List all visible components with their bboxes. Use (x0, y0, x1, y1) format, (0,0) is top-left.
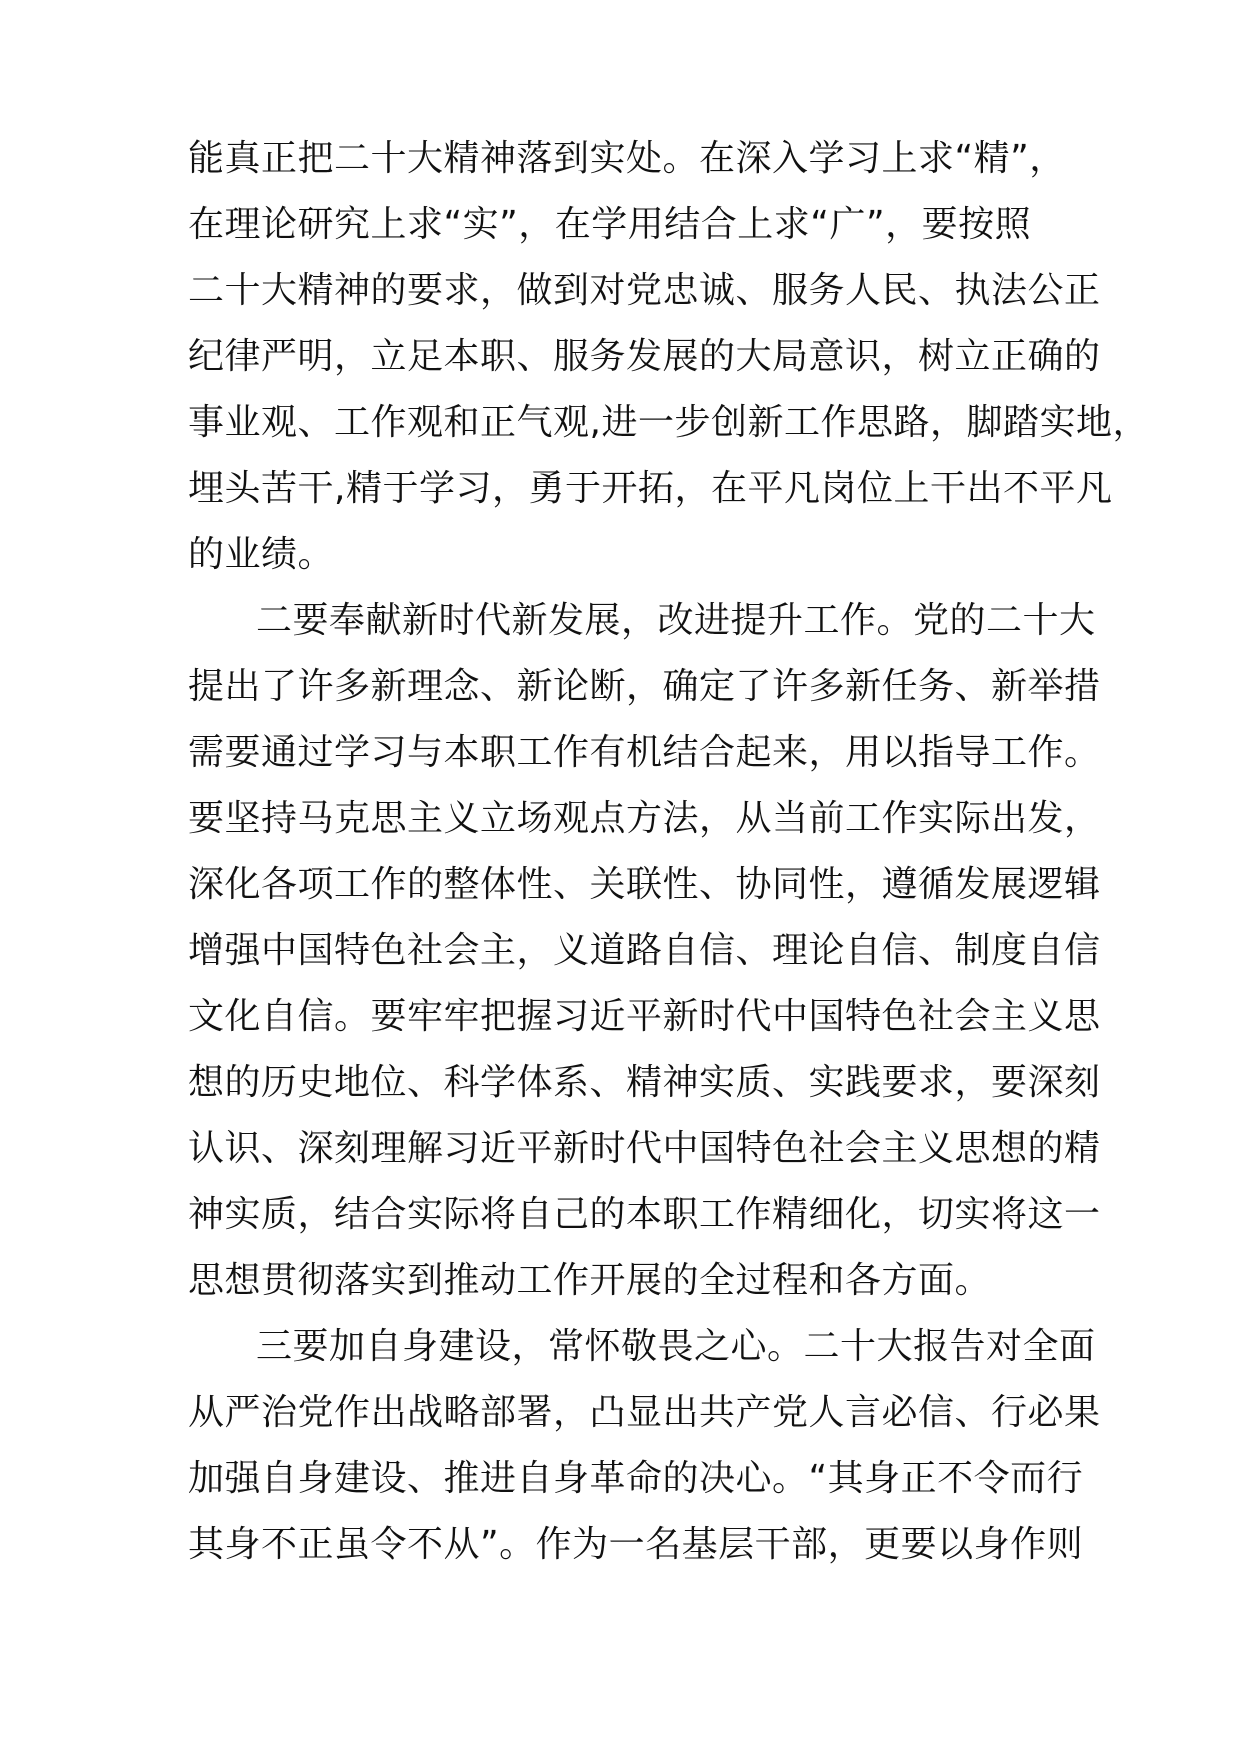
text-line: 神实质，结合实际将自己的本职工作精细化，切实将这一 (188, 1194, 1101, 1235)
body-text (188, 126, 1149, 1578)
text-line: 深化各项工作的整体性、关联性、协同性，遵循发展逻辑 (188, 864, 1101, 905)
text-line: 思想贯彻落实到推动工作开展的全过程和各方面。 (188, 1260, 992, 1301)
text-line: 要坚持马克思主义立场观点方法，从当前工作实际出发， (188, 798, 1101, 839)
text-line: 纪律严明，立足本职、服务发展的大局意识，树立正确的 (188, 336, 1101, 377)
text-line: 提出了许多新理念、新论断，确定了许多新任务、新举措 (188, 666, 1101, 707)
text-line: 事业观、工作观和正气观,进一步创新工作思路，脚踏实地， (188, 402, 1149, 443)
text-line: 需要通过学习与本职工作有机结合起来，用以指导工作。 (188, 732, 1101, 773)
text-line: 从严治党作出战略部署，凸显出共产党人言必信、行必果 (188, 1392, 1101, 1433)
text-line: 增强中国特色社会主，义道路自信、理论自信、制度自信 (188, 930, 1101, 971)
text-line: 在理论研究上求“实”，在学用结合上求“广”，要按照 (188, 204, 1032, 245)
paragraph-2-start: 二要奉献新时代新发展，改进提升工作。党的二十大 (256, 600, 1096, 641)
paragraph-3-start: 三要加自身建设，常怀敬畏之心。二十大报告对全面 (256, 1326, 1096, 1367)
text-line: 想的历史地位、科学体系、精神实质、实践要求，要深刻 (188, 1062, 1101, 1103)
text-line: 认识、深刻理解习近平新时代中国特色社会主义思想的精 (188, 1128, 1101, 1169)
text-line: 加强自身建设、推进自身革命的决心。“其身正不令而行 (188, 1458, 1084, 1499)
text-line: 其身不正虽令不从”。作为一名基层干部，更要以身作则 (188, 1524, 1084, 1565)
text-line: 文化自信。要牢牢把握习近平新时代中国特色社会主义思 (188, 996, 1101, 1037)
text-line: 二十大精神的要求，做到对党忠诚、服务人民、执法公正 (188, 270, 1101, 311)
text-line: 埋头苦干,精于学习，勇于开拓，在平凡岗位上干出不平凡 (188, 468, 1113, 509)
text-line: 的业绩。 (188, 534, 335, 575)
text-line: 能真正把二十大精神落到实处。在深入学习上求“精”， (188, 138, 1066, 179)
